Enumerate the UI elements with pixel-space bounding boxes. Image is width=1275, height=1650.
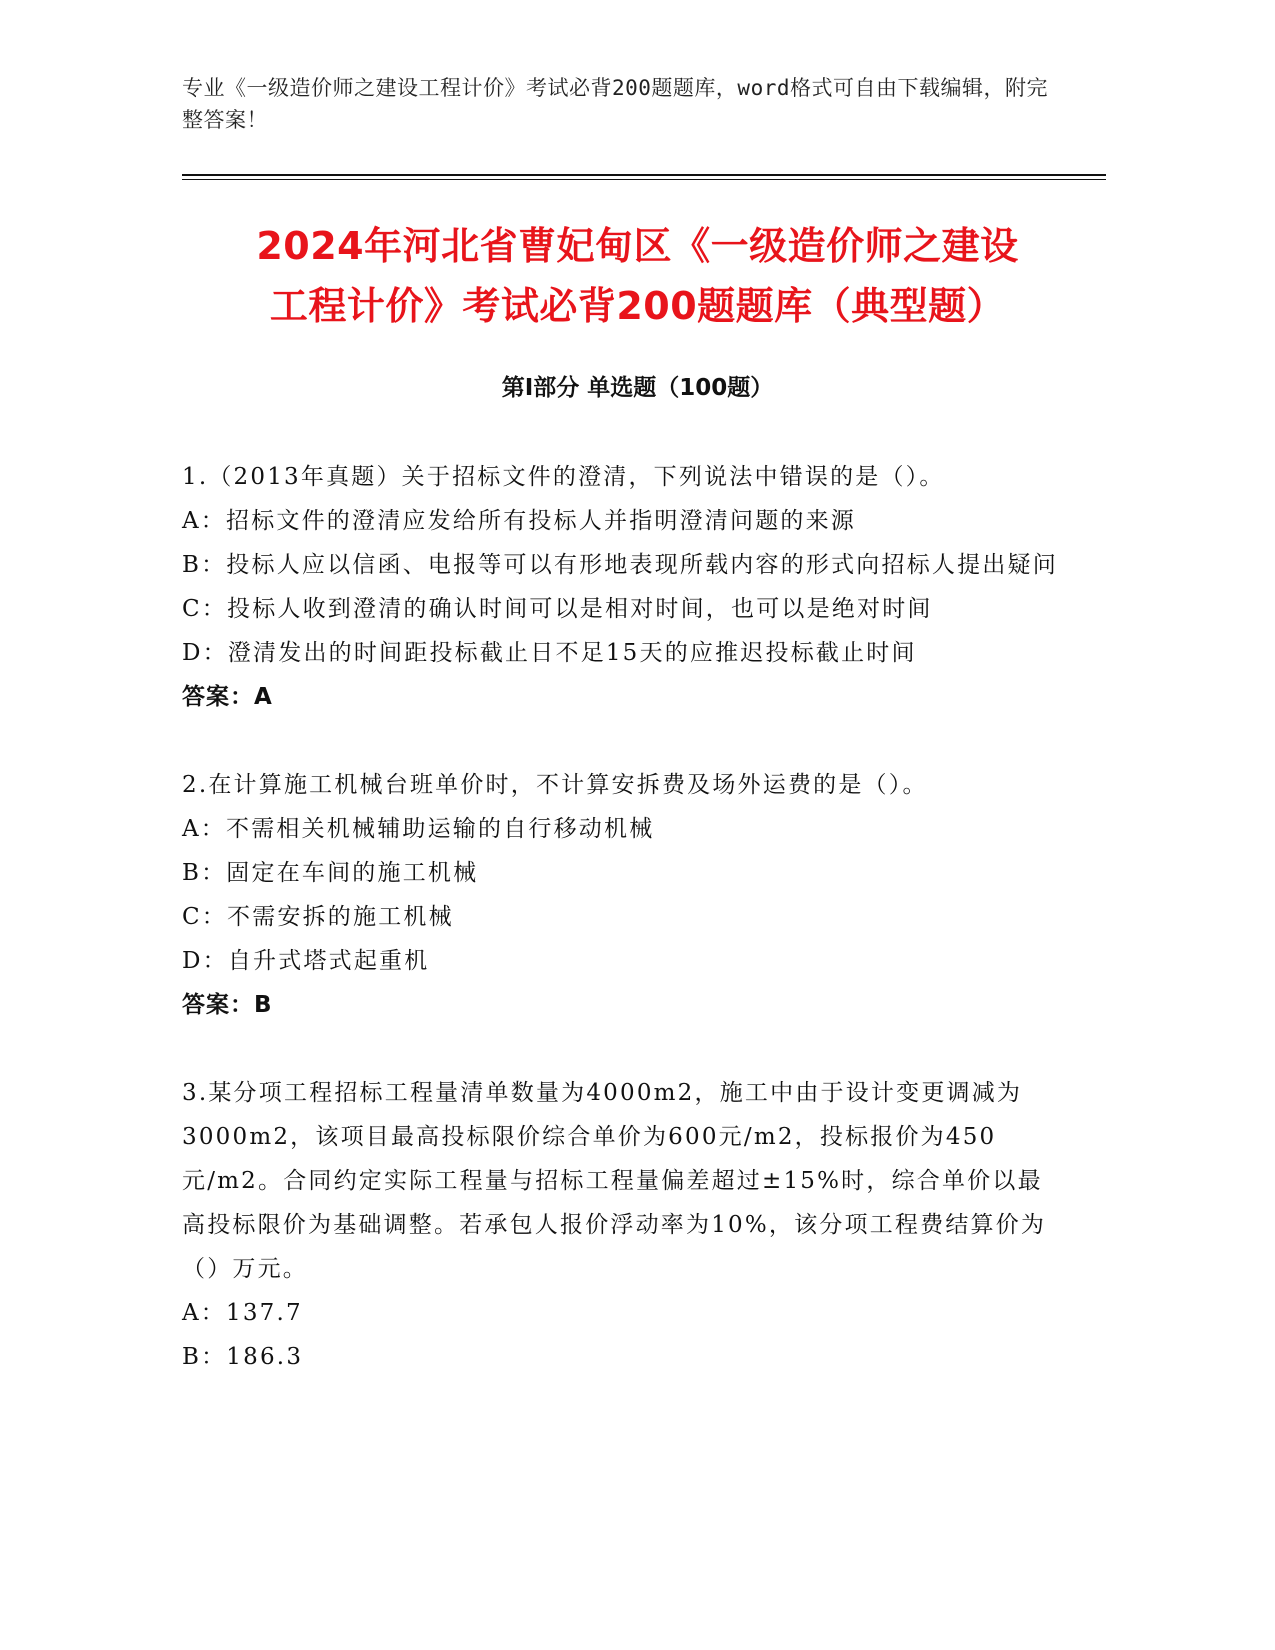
title-line-2: 工程计价》考试必背200题题库（典型题） [269, 284, 1006, 328]
document-header: 专业《一级造价师之建设工程计价》考试必背200题题库，word格式可自由下载编辑，附完整答案！ [182, 76, 1048, 132]
question-stem: 1.（2013年真题）关于招标文件的澄清，下列说法中错误的是（）。 [182, 464, 945, 490]
question-list [182, 455, 1062, 1423]
question-3 [182, 1071, 1062, 1379]
option-c: C：不需安拆的施工机械 [182, 904, 454, 930]
option-b: B：186.3 [182, 1344, 304, 1370]
answer-label: 答案：B [182, 992, 273, 1018]
option-b: B：固定在车间的施工机械 [182, 860, 479, 886]
question-stem: 3.某分项工程招标工程量清单数量为4000m2，施工中由于设计变更调减为3000m2，该项目最高投标限价综合单价为600元/m2，投标报价为450元/m2。合同约定实际工程量与招标工程量偏差超过±15%时，综合单价以最高投标限价为基础调整。若承包人报价浮动率为10%，该分项工程费结算价为（）万元。 [182, 1080, 1047, 1282]
question-2 [182, 763, 1062, 1027]
header-divider-thin [182, 179, 1106, 180]
option-a: A：137.7 [182, 1300, 303, 1326]
option-a: A：招标文件的澄清应发给所有投标人并指明澄清问题的来源 [182, 508, 857, 534]
document-title [150, 216, 1125, 336]
option-d: D：澄清发出的时间距投标截止日不足15天的应推迟投标截止时间 [182, 640, 917, 666]
option-a: A：不需相关机械辅助运输的自行移动机械 [182, 816, 655, 842]
option-b: B：投标人应以信函、电报等可以有形地表现所载内容的形式向招标人提出疑问 [182, 552, 1058, 578]
answer-label: 答案：A [182, 684, 273, 710]
title-line-1: 2024年河北省曹妃甸区《一级造价师之建设 [256, 224, 1019, 268]
option-c: C：投标人收到澄清的确认时间可以是相对时间，也可以是绝对时间 [182, 596, 933, 622]
option-d: D：自升式塔式起重机 [182, 948, 430, 974]
question-1 [182, 455, 1062, 719]
section-heading: 第I部分 单选题（100题） [501, 375, 774, 401]
question-stem: 2.在计算施工机械台班单价时，不计算安拆费及场外运费的是（）。 [182, 772, 928, 798]
header-divider-thick [182, 174, 1106, 176]
